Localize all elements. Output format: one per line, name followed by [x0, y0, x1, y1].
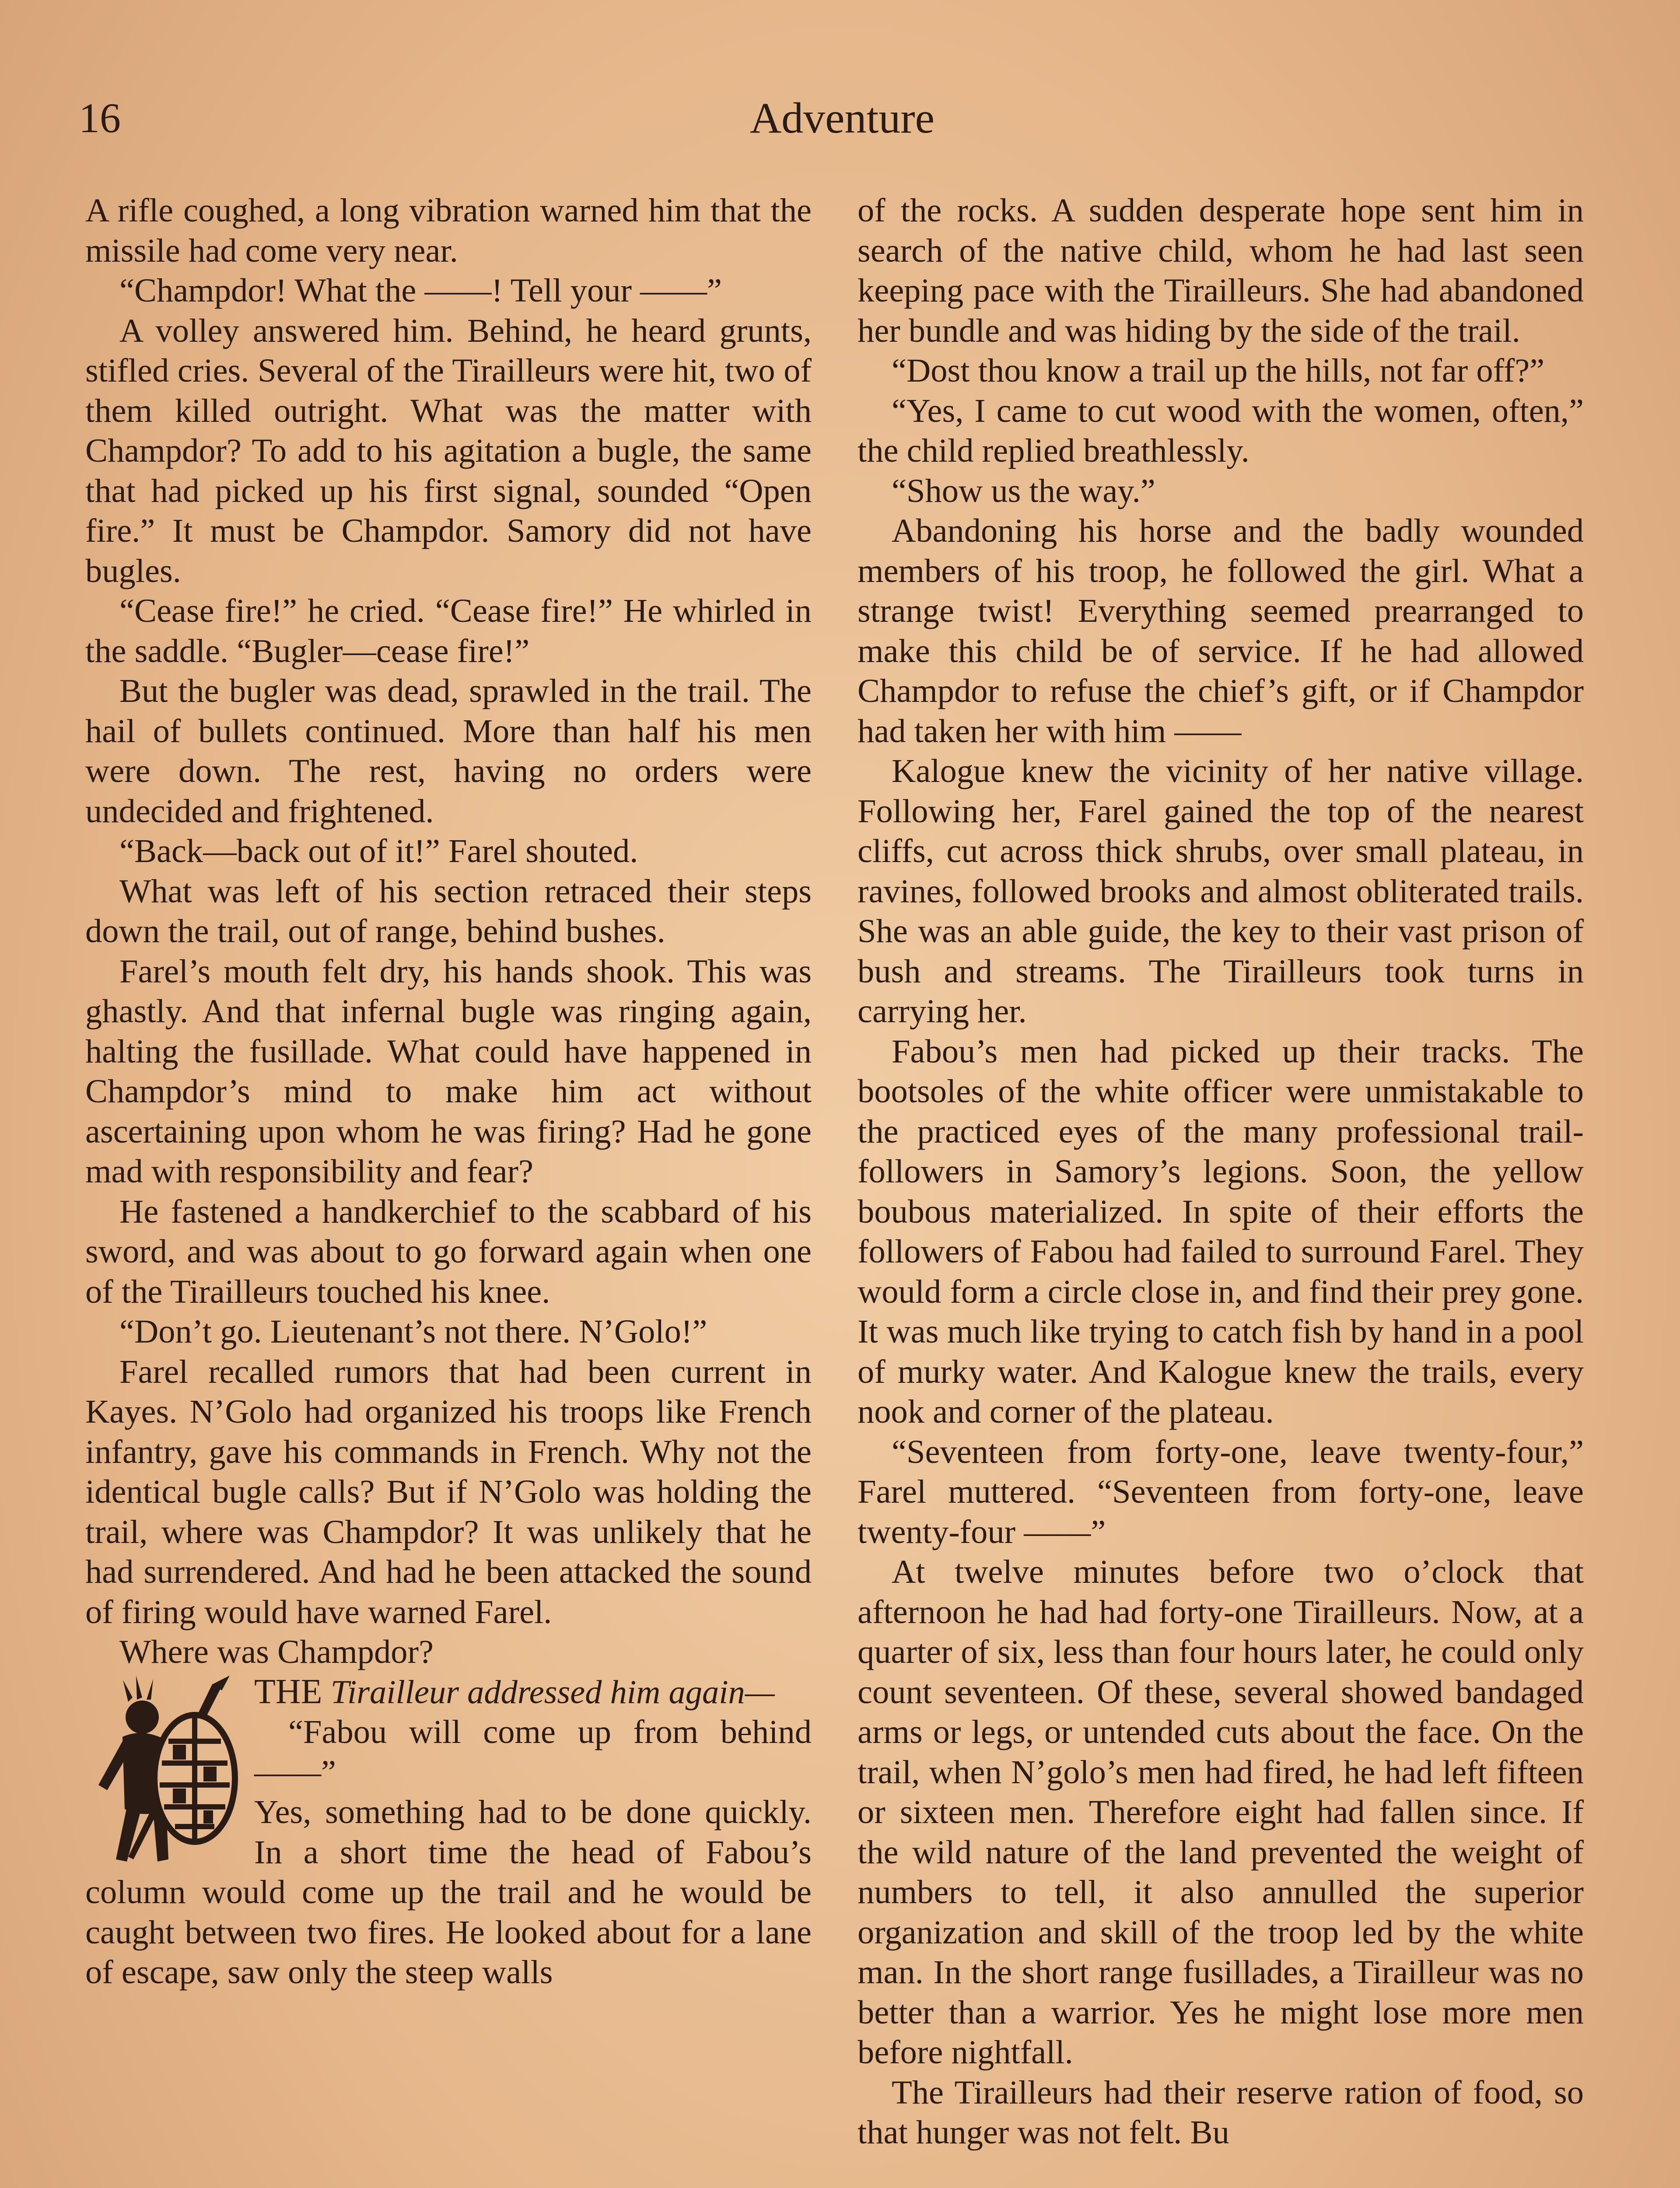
warrior-with-shield-icon	[85, 1676, 247, 1868]
paragraph: A rifle coughed, a long vibration warned him that the missile had come very near.	[85, 192, 812, 269]
page-header	[79, 88, 1606, 149]
page-number: 16	[79, 95, 121, 141]
right-column	[858, 190, 1584, 2188]
paragraph: The Tirailleurs had their reserve ration of food, so that hunger was not felt. Bu	[858, 2073, 1584, 2151]
paragraph: of the rocks. A sudden desperate hope sent him in search of the native child, whom he had last seen keeping pace with the Tirailleurs. She had abandoned her bundle and was hiding by the side of the trail.	[858, 192, 1584, 349]
paragraph: “Champdor! What the ——! Tell your ——”	[119, 272, 722, 309]
paragraph: “Yes, I came to cut wood with the women, often,” the child replied breathlessly.	[858, 392, 1584, 469]
paragraph: “Back—back out of it!” Farel shouted.	[119, 832, 638, 870]
paragraph: But the bugler was dead, sprawled in the trail. The hail of bullets continued. More than half his men were down. The rest, having no orders were undecided and frightened.	[85, 672, 812, 830]
paragraph: Fabou’s men had picked up their tracks. The bootsoles of the white officer were unmistakable to the practiced eyes of the many professional trail-followers in Samory’s legions. Soon, the yellow boubous materialized. In spite of their efforts the followers of Fabou had failed to surround Farel. They would form a circle close in, and find their prey gone. It was much like trying to catch fish by hand in a pool of murky water. And Kalogue knew the trails, every nook and corner of the plateau.	[858, 1032, 1584, 1430]
paragraph: A volley answered him. Behind, he heard grunts, stifled cries. Several of the Tirailleurs were hit, two of them killed outright. What was the matter with Champdor? To add to his agitation a bugle, the same that had picked up his first signal, sounded “Open fire.” It must be Champdor. Samory did not have bugles.	[85, 312, 812, 589]
paragraph: “Show us the way.”	[892, 472, 1155, 509]
paragraph: Farel’s mouth felt dry, his hands shook. This was ghastly. And that infernal bugle was ringing again, halting the fusillade. What could have happened in Champdor’s mind to make him act without ascertaining upon whom he was firing? Had he gone mad with responsibility and fear?	[85, 952, 812, 1190]
paragraph: “Don’t go. Lieutenant’s not there. N’Golo!”	[119, 1313, 707, 1350]
paragraph: Where was Champdor?	[119, 1633, 434, 1670]
paragraph: What was left of his section retraced their steps down the trail, out of range, behind bushes.	[85, 872, 812, 950]
section-lead-rest: Tirailleur addressed him again—	[330, 1673, 775, 1711]
left-column	[85, 190, 812, 2188]
paragraph: Abandoning his horse and the badly wounded members of his troop, he followed the girl. What a strange twist! Everything seemed prearranged to make this child be of service. If he had allowed Champdor to refuse the chief’s gift, or if Champdor had taken her with him ——	[858, 512, 1584, 750]
paragraph: “Cease fire!” he cried. “Cease fire!” He whirled in the saddle. “Bugler—cease fire!”	[85, 592, 812, 670]
paragraph: “Fabou will come up from behind——”	[254, 1713, 812, 1791]
paragraph: “Dost thou know a trail up the hills, not far off?”	[892, 352, 1545, 389]
paragraph: Kalogue knew the vicinity of her native village. Following her, Farel gained the top of the nearest cliffs, cut across thick shrubs, over small plateau, in ravines, followed brooks and almost obliterated trails. She was an able guide, the key to their vast prison of bush and streams. The Tirailleurs took turns in carrying her.	[858, 752, 1584, 1030]
running-title: Adventure	[749, 94, 935, 142]
paragraph: “Seventeen from forty-one, leave twenty-four,” Farel muttered. “Seventeen from forty-one, leave twenty-four ——”	[858, 1433, 1584, 1550]
paragraph: Farel recalled rumors that had been current in Kayes. N’Golo had organized his troops like French infantry, gave his commands in French. Why not the identical bugle calls? But if N’Golo was holding the trail, where was Champdor? It was unlikely that he had surrendered. And had he been attacked the sound of firing would have warned Farel.	[85, 1353, 812, 1630]
paragraph: He fastened a handkerchief to the scabbard of his sword, and was about to go forward again when one of the Tirailleurs touched his knee.	[85, 1192, 812, 1310]
paragraph: At twelve minutes before two o’clock that afternoon he had had forty-one Tirailleurs. Now, at a quarter of six, less than four hours later, he could only count seventeen. Of these, several showed bandaged arms or legs, or untended cuts about the face. On the trail, when N’golo’s men had fired, he had left fifteen or sixteen men. Therefore eight had fallen since. If the wild nature of the land prevented the weight of numbers to tell, it also annulled the superior organization and skill of the troop led by the white man. In the short range fusillades, a Tirailleur was no better than a warrior. Yes he might lose more men before nightfall.	[858, 1553, 1584, 2071]
paragraph: Yes, something had to be done quickly. In a short time the head of Fabou’s column would come up the trail and he would be caught between two fires. He looked about for a lane of escape, saw only the steep walls	[85, 1793, 812, 1991]
section-lead-word: THE	[254, 1672, 322, 1711]
